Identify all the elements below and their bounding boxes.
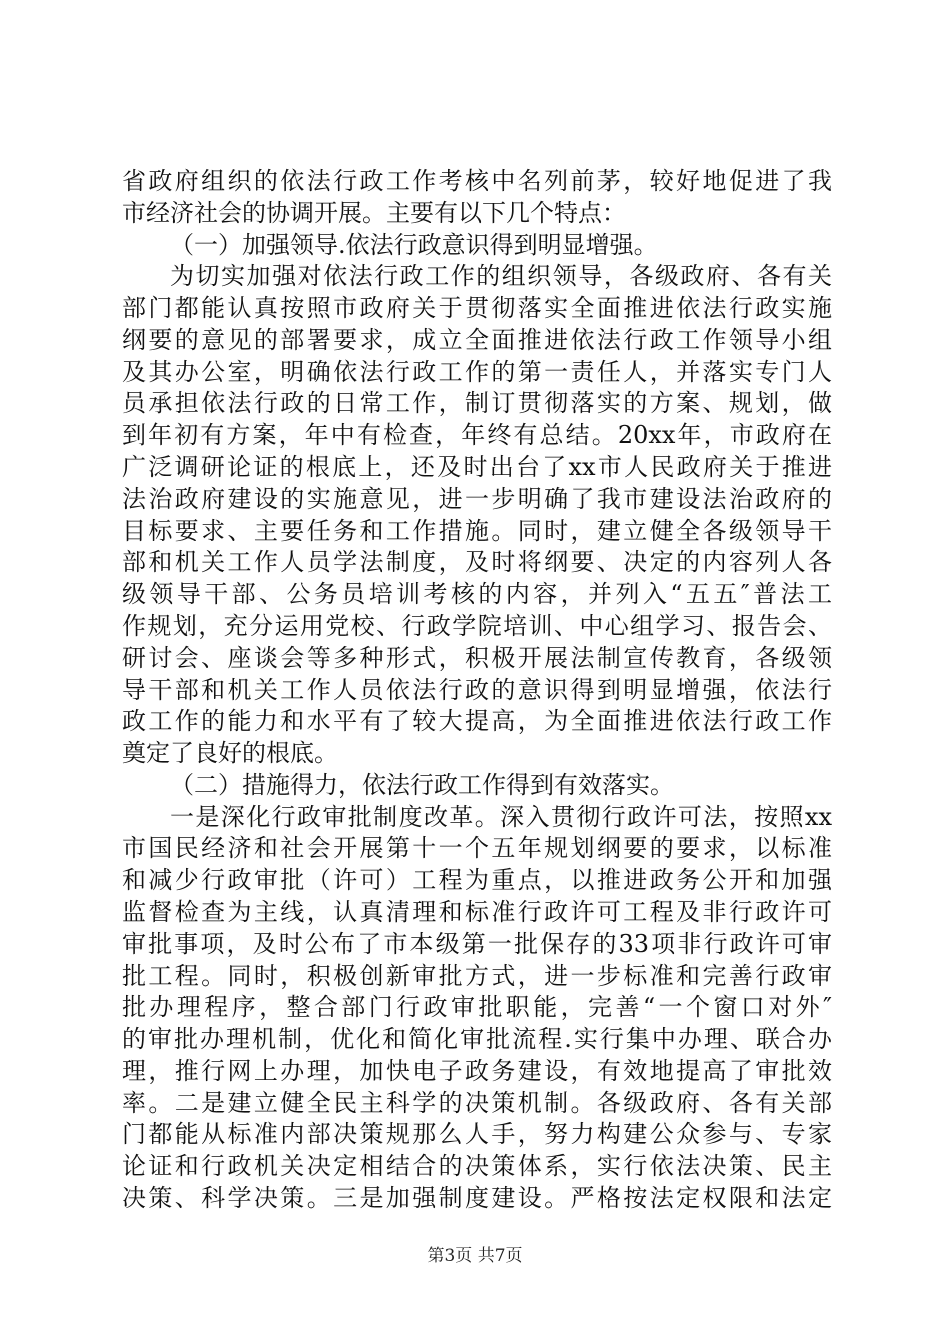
text-line: 部门都能认真按照市政府关于贯彻落实全面推进依法行政实施	[122, 294, 832, 322]
text-line: 奠定了良好的根底。	[122, 739, 338, 767]
text-line: 理，推行网上办理，加快电子政务建设，有效地提高了审批效	[122, 1057, 832, 1085]
text-line: 到年初有方案，年中有检查，年终有总结。20xx年，市政府在	[122, 421, 832, 449]
text-line: 广泛调研论证的根底上，还及时出台了xx市人民政府关于推进	[122, 453, 832, 481]
text-line: 决策、科学决策。三是加强制度建设。严格按法定权限和法定	[122, 1184, 832, 1212]
text-line: 级领导干部、公务员培训考核的内容，并列入“五五″普法工	[122, 580, 832, 608]
text-line: 作规划，充分运用党校、行政学院培训、中心组学习、报告会、	[122, 612, 832, 640]
text-line: 的审批办理机制，优化和简化审批流程.实行集中办理、联合办	[122, 1025, 832, 1053]
text-line: 一是深化行政审批制度改革。深入贯彻行政许可法，按照xx	[170, 803, 832, 831]
text-line: 和减少行政审批（许可）工程为重点，以推进政务公开和加强	[122, 866, 832, 894]
page-number-footer: 第3页 共7页	[427, 1246, 523, 1266]
section-heading: （一）加强领导.依法行政意识得到明显增强。	[170, 231, 658, 259]
text-line: 导干部和机关工作人员依法行政的意识得到明显增强，依法行	[122, 676, 832, 704]
text-line: 省政府组织的依法行政工作考核中名列前茅，较好地促进了我	[122, 167, 832, 195]
text-line: 批工程。同时，积极创新审批方式，进一步标准和完善行政审	[122, 962, 832, 990]
section-heading: （二）措施得力，依法行政工作得到有效落实。	[170, 771, 674, 799]
text-line: 法治政府建设的实施意见，进一步明确了我市建设法治政府的	[122, 485, 832, 513]
text-line: 批办理程序，整合部门行政审批职能，完善“一个窗口对外″	[122, 993, 832, 1021]
text-line: 门都能从标准内部决策规那么人手，努力构建公众参与、专家	[122, 1120, 832, 1148]
text-line: 率。二是建立健全民主科学的决策机制。各级政府、各有关部	[122, 1089, 832, 1117]
text-line: 监督检查为主线，认真清理和标准行政许可工程及非行政许可	[122, 898, 832, 926]
text-line: 研讨会、座谈会等多种形式，积极开展法制宣传教育，各级领	[122, 644, 832, 672]
text-line: 及其办公室，明确依法行政工作的第一责任人，并落实专门人	[122, 358, 832, 386]
text-line: 纲要的意见的部署要求，成立全面推进依法行政工作领导小组	[122, 326, 832, 354]
text-line: 为切实加强对依法行政工作的组织领导，各级政府、各有关	[170, 262, 832, 290]
text-line: 市经济社会的协调开展。主要有以下几个特点：	[122, 199, 626, 227]
text-line: 员承担依法行政的日常工作，制订贯彻落实的方案、规划，做	[122, 389, 832, 417]
text-line: 目标要求、主要任务和工作措施。同时，建立健全各级领导干	[122, 517, 832, 545]
text-line: 审批事项，及时公布了市本级第一批保存的33项非行政许可审	[122, 930, 832, 958]
text-line: 部和机关工作人员学法制度，及时将纲要、决定的内容列人各	[122, 548, 832, 576]
text-line: 市国民经济和社会开展第十一个五年规划纲要的要求，以标准	[122, 834, 832, 862]
text-line: 论证和行政机关决定相结合的决策体系，实行依法决策、民主	[122, 1152, 832, 1180]
text-line: 政工作的能力和水平有了较大提高，为全面推进依法行政工作	[122, 707, 832, 735]
